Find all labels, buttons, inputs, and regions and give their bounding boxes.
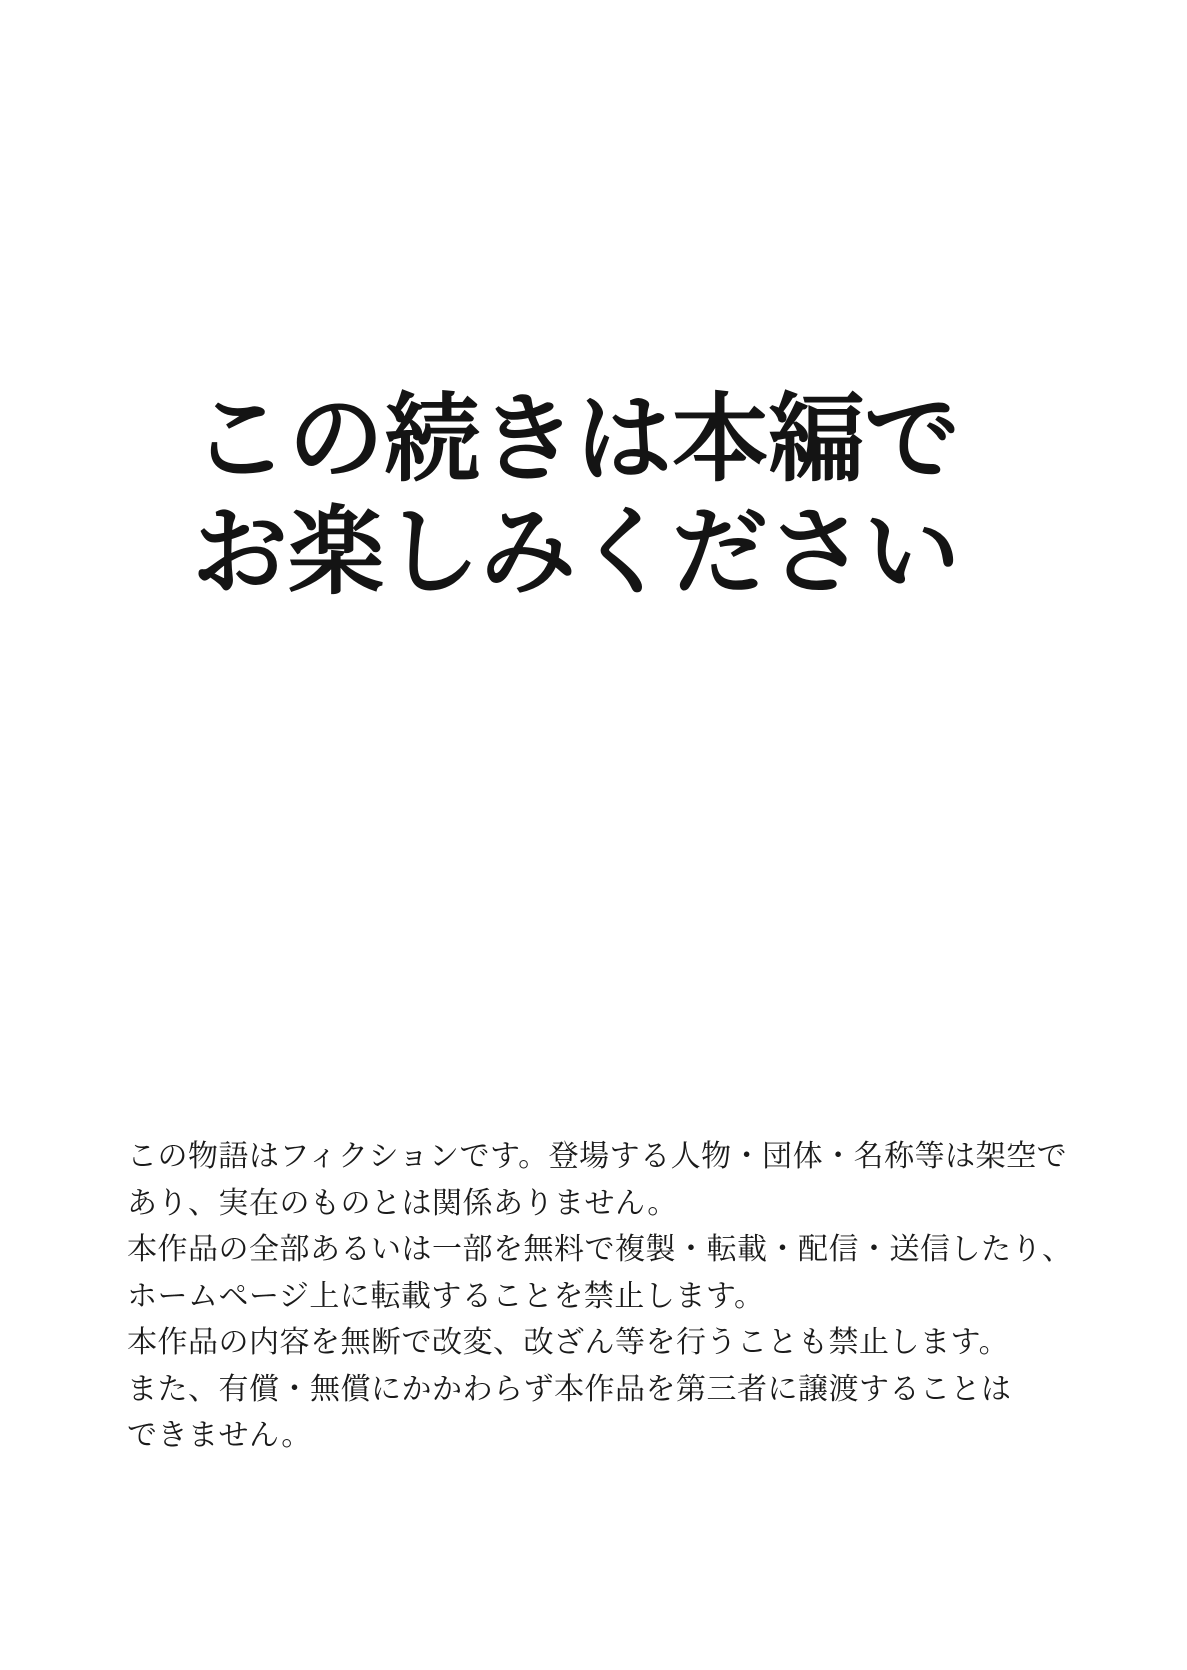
disclaimer-line: あり、実在のものとは関係ありません。 (127, 1186, 678, 1220)
continue-notice-heading (192, 383, 960, 609)
disclaimer-line: ホームページ上に転載することを禁止します。 (127, 1279, 765, 1313)
heading-line-1: この続きは本編で (192, 386, 960, 493)
disclaimer-line: できません。 (127, 1419, 312, 1452)
disclaimer-line: この物語はフィクションです。登場する人物・団体・名称等は架空で (127, 1140, 1068, 1173)
disclaimer-line: また、有償・無償にかかわらず本作品を第三者に譲渡することは (127, 1372, 1012, 1406)
disclaimer-line: 本作品の全部あるいは一部を無料で複製・転載・配信・送信したり、 (127, 1233, 1073, 1266)
copyright-disclaimer (127, 1134, 1073, 1460)
heading-line-2: お楽しみください (192, 499, 960, 606)
disclaimer-line: 本作品の内容を無断で改変、改ざん等を行うことも禁止します。 (127, 1326, 1010, 1359)
